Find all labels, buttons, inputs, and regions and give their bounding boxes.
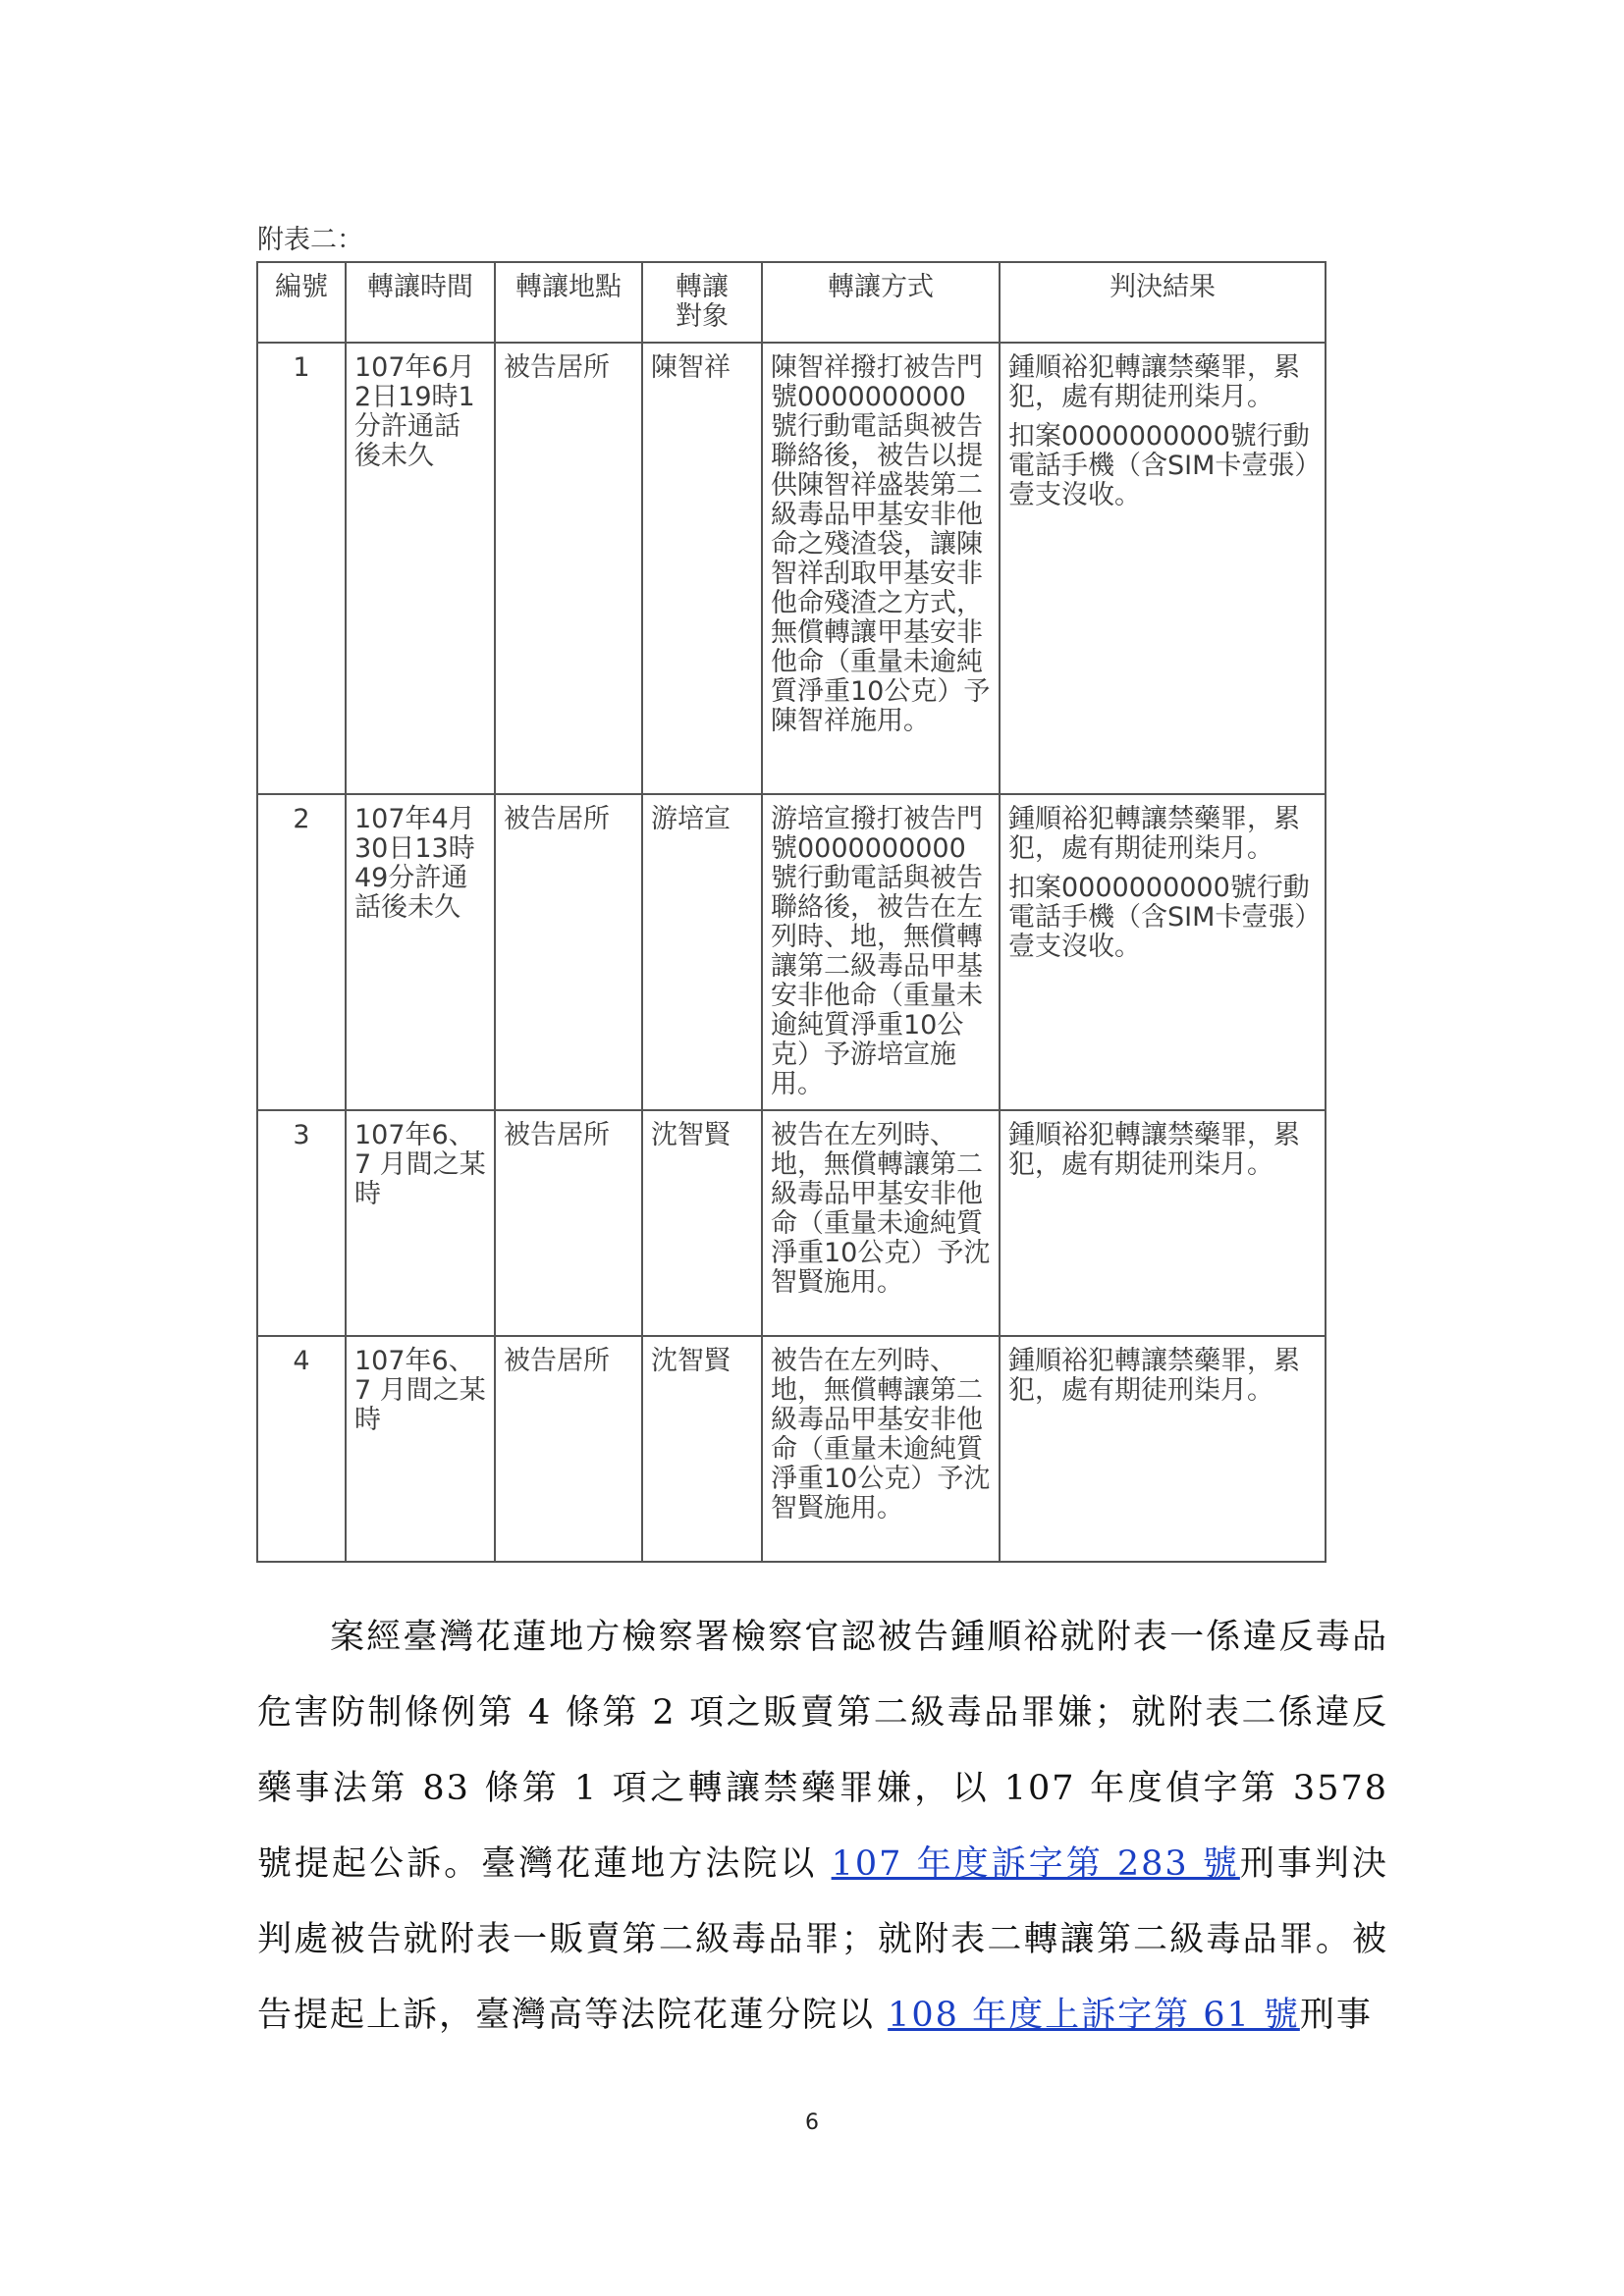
header-result: 判決結果 <box>1000 262 1326 343</box>
cell-time: 107年6月2日19時1分許通話後未久 <box>346 343 495 794</box>
header-time: 轉讓時間 <box>346 262 495 343</box>
cell-place: 被告居所 <box>495 1110 642 1336</box>
result-sentence: 鍾順裕犯轉讓禁藥罪，累犯，處有期徒刑柒月。 <box>1008 804 1300 864</box>
cell-number: 3 <box>257 1110 346 1336</box>
appendix-table <box>256 261 1326 1563</box>
result-sentence: 鍾順裕犯轉讓禁藥罪，累犯，處有期徒刑柒月。 <box>1008 352 1300 412</box>
cell-number: 2 <box>257 794 346 1110</box>
cell-method: 被告在左列時、地，無償轉讓第二級毒品甲基安非他命（重量未逾純質淨重10公克）予沈智賢施用。 <box>762 1110 1000 1336</box>
case-link-district-court[interactable]: 107 年度訴字第 283 號 <box>831 1844 1240 1884</box>
header-method: 轉讓方式 <box>762 262 1000 343</box>
cell-target: 游培宣 <box>642 794 762 1110</box>
table-row <box>257 1336 1326 1562</box>
table-caption: 附表二： <box>257 225 363 255</box>
cell-target: 陳智祥 <box>642 343 762 794</box>
cell-method: 游培宣撥打被告門號0000000000號行動電話與被告聯絡後，被告在左列時、地，無償轉讓第二級毒品甲基安非他命（重量未逾純質淨重10公克）予游培宣施用。 <box>762 794 1000 1110</box>
cell-time: 107年4月30日13時49分許通話後未久 <box>346 794 495 1110</box>
cell-result <box>1000 1110 1326 1336</box>
cell-result <box>1000 794 1326 1110</box>
cell-result <box>1000 1336 1326 1562</box>
case-link-high-court[interactable]: 108 年度上訴字第 61 號 <box>888 1996 1300 2035</box>
header-target: 轉讓 對象 <box>642 262 762 343</box>
result-sentence: 鍾順裕犯轉讓禁藥罪，累犯，處有期徒刑柒月。 <box>1008 1120 1300 1180</box>
result-confiscation: 扣案0000000000號行動電話手機（含SIM卡壹張）壹支沒收。 <box>1008 421 1310 510</box>
paragraph-text: 刑事 <box>1299 1996 1373 2035</box>
cell-time: 107年6、7 月間之某時 <box>346 1110 495 1336</box>
cell-method: 陳智祥撥打被告門號0000000000號行動電話與被告聯絡後，被告以提供陳智祥盛裝第二級毒品甲基安非他命之殘渣袋，讓陳智祥刮取甲基安非他命殘渣之方式，無償轉讓甲基安非他命（重量未逾純質淨重10公克）予陳智祥施用。 <box>762 343 1000 794</box>
result-sentence: 鍾順裕犯轉讓禁藥罪，累犯，處有期徒刑柒月。 <box>1008 1346 1300 1406</box>
cell-time: 107年6、7 月間之某時 <box>346 1336 495 1562</box>
table-header-row <box>257 262 1326 343</box>
header-place: 轉讓地點 <box>495 262 642 343</box>
result-confiscation: 扣案0000000000號行動電話手機（含SIM卡壹張）壹支沒收。 <box>1008 873 1310 962</box>
table-row <box>257 794 1326 1110</box>
page-number: 6 <box>805 2110 819 2135</box>
cell-target: 沈智賢 <box>642 1336 762 1562</box>
header-number: 編號 <box>257 262 346 343</box>
cell-place: 被告居所 <box>495 794 642 1110</box>
cell-place: 被告居所 <box>495 343 642 794</box>
body-paragraph <box>257 1600 1388 2054</box>
cell-number: 4 <box>257 1336 346 1562</box>
table-row <box>257 343 1326 794</box>
paragraph-text: 刑事判決判處被告就附表一販賣第二級毒品罪；就附表二轉讓第二級毒品罪。被告提起上訴，臺灣高等法院花蓮分院以 <box>257 1844 1388 2035</box>
paragraph-text: 案經臺灣花蓮地方檢察署檢察官認被告鍾順裕就附表一係違反毒品危害防制條例第 4 條第 2 項之販賣第二級毒品罪嫌；就附表二係違反藥事法第 83 條第 1 項之轉讓禁藥罪嫌，以 107 年度偵字第 3578 號提起公訴。臺灣花蓮地方法院以 <box>257 1618 1388 1884</box>
cell-result <box>1000 343 1326 794</box>
cell-method: 被告在左列時、地，無償轉讓第二級毒品甲基安非他命（重量未逾純質淨重10公克）予沈智賢施用。 <box>762 1336 1000 1562</box>
table-row <box>257 1110 1326 1336</box>
cell-target: 沈智賢 <box>642 1110 762 1336</box>
cell-number: 1 <box>257 343 346 794</box>
cell-place: 被告居所 <box>495 1336 642 1562</box>
